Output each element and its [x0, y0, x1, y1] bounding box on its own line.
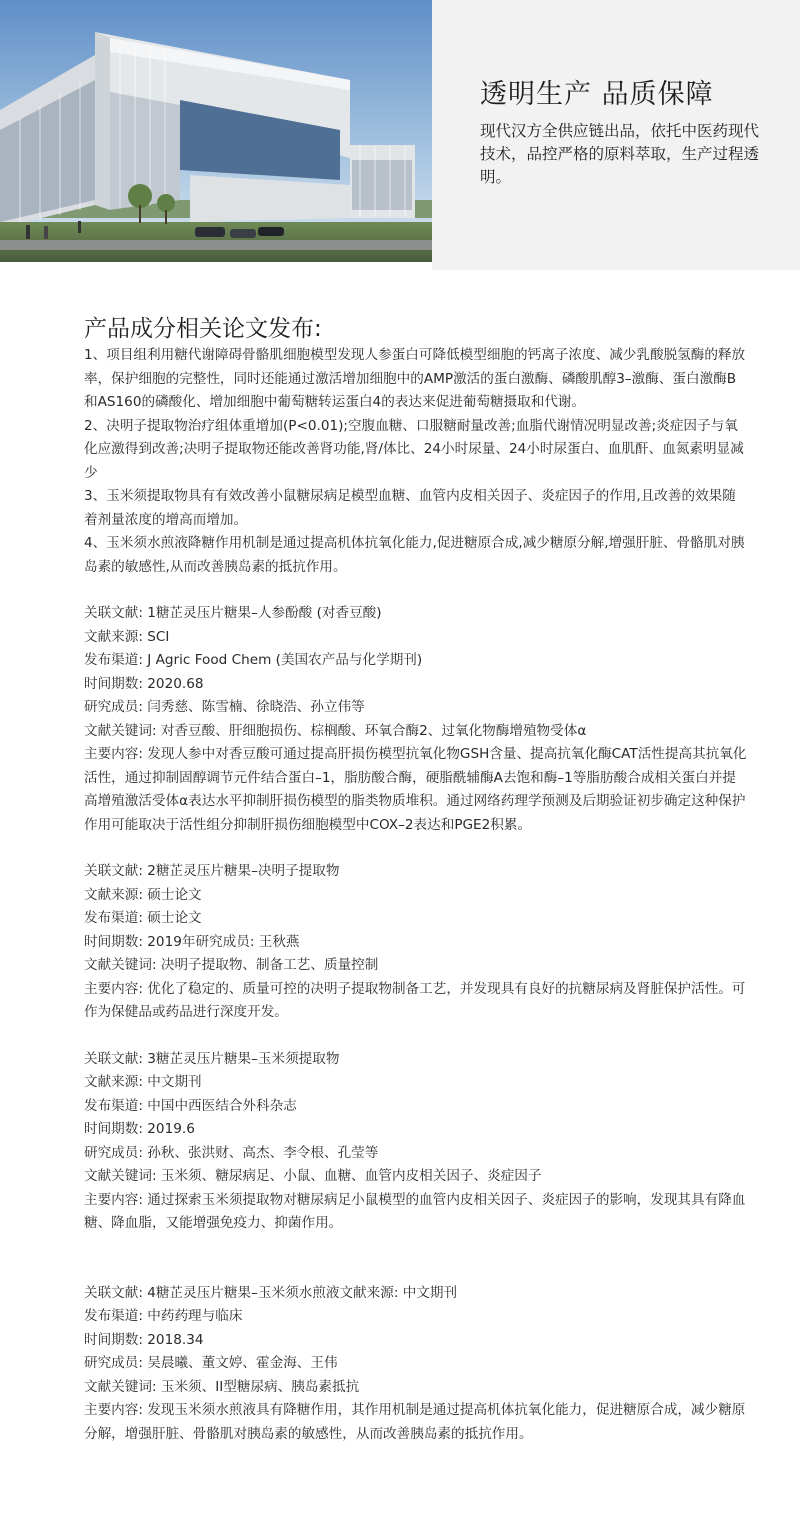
paper-line: 发布渠道: 硕士论文 [84, 910, 202, 926]
paper-line: 主要内容: 优化了稳定的、质量可控的决明子提取物制备工艺，并发现具有良好的抗糖尿病及肾脏保护活性。可作为保健品或药品进行深度开发。 [84, 980, 746, 1020]
paper-line: 关联文献: 4糖芷灵压片糖果–玉米须水煎液文献来源: 中文期刊 [84, 1284, 458, 1301]
paper-line: 研究成员: 吴晨曦、董文婷、霍金海、王伟 [84, 1355, 338, 1371]
section-title: 产品成分相关论文发布: [84, 316, 322, 342]
paper-line: 关联文献: 3糖芷灵压片糖果–玉米须提取物 [84, 1050, 340, 1067]
finding-item: 3、玉米须提取物具有有效改善小鼠糖尿病足模型血糖、血管内皮相关因子、炎症因子的作用,且改善的效果随着剂量浓度的增高而增加。 [84, 488, 736, 528]
paper-block-1 [84, 602, 748, 837]
paper-line: 时间期数: 2019年研究成员: 王秋燕 [84, 933, 300, 950]
paper-line: 文献来源: 硕士论文 [84, 886, 202, 903]
hero-title: 透明生产 品质保障 [480, 79, 714, 110]
finding-item: 2、决明子提取物治疗组体重增加(P<0.01);空腹血糖、口服糖耐量改善;血脂代谢情况明显改善;炎症因子与氧化应激得到改善;决明子提取物还能改善肾功能,肾/体比、24小时尿量、24小时尿蛋白、血肌酐、血氮素明显减少 [84, 417, 744, 481]
paper-line: 关联文献: 2糖芷灵压片糖果–决明子提取物 [84, 863, 340, 879]
paper-line: 发布渠道: 中国中西医结合外科杂志 [84, 1097, 297, 1114]
paper-block-2 [84, 860, 748, 1025]
paper-block-3 [84, 1048, 748, 1236]
paper-line: 发布渠道: J Agric Food Chem (美国农产品与化学期刊) [84, 652, 423, 668]
paper-line: 主要内容: 发现人参中对香豆酸可通过提高肝损伤模型抗氧化物GSH含量、提高抗氧化酶CAT活性提高其抗氧化活性，通过抑制固醇调节元件结合蛋白–1，脂肪酸合酶，硬脂酰辅酶A去饱和酶–1等脂肪酸合成相关蛋白并提高增殖激活受体α表达水平抑制肝损伤模型的脂类物质堆积。通过网络药理学预测及后期验证初步确定这种保护作用可能取决于活性组分抑制肝损伤细胞模型中COX–2表达和PGE2积累。 [84, 746, 747, 833]
paper-line: 文献关键词: 对香豆酸、肝细胞损伤、棕榈酸、环氧合酶2、过氧化物酶增殖物受体α [84, 722, 587, 739]
paper-line: 时间期数: 2020.68 [84, 675, 204, 692]
finding-item: 4、玉米须水煎液降糖作用机制是通过提高机体抗氧化能力,促进糖原合成,减少糖原分解,增强肝脏、骨骼肌对胰岛素的敏感性,从而改善胰岛素的抵抗作用。 [84, 535, 745, 575]
paper-line: 关联文献: 1糖芷灵压片糖果–人参酚酸 (对香豆酸) [84, 605, 382, 621]
hero-description: 现代汉方全供应链出品，依托中医药现代技术，品控严格的原料萃取，生产过程透明。 [480, 122, 760, 186]
findings-list [84, 344, 748, 579]
paper-line: 主要内容: 通过探索玉米须提取物对糖尿病足小鼠模型的血管内皮相关因子、炎症因子的影响，发现其具有降血糖、降血脂，又能增强免疫力、抑菌作用。 [84, 1191, 746, 1231]
paper-line: 时间期数: 2018.34 [84, 1331, 204, 1348]
hero-banner [0, 0, 800, 270]
paper-line: 研究成员: 孙秋、张洪财、高杰、李令根、孔莹等 [84, 1144, 379, 1161]
paper-line: 文献关键词: 玉米须、II型糖尿病、胰岛素抵抗 [84, 1378, 360, 1395]
paper-line: 发布渠道: 中药药理与临床 [84, 1308, 243, 1324]
paper-line: 文献来源: SCI [84, 628, 170, 645]
paper-line: 文献来源: 中文期刊 [84, 1074, 202, 1090]
paper-line: 时间期数: 2019.6 [84, 1121, 195, 1137]
paper-line: 研究成员: 闫秀慈、陈雪楠、徐晓浩、孙立伟等 [84, 699, 365, 715]
paper-block-4 [84, 1282, 748, 1447]
building-photo [0, 0, 432, 262]
finding-item: 1、项目组利用糖代谢障碍骨骼肌细胞模型发现人参蛋白可降低模型细胞的钙离子浓度、减少乳酸脱氢酶的释放率，保护细胞的完整性，同时还能通过激活增加细胞中的AMP激活的蛋白激酶、磷酸肌醇3–激酶、蛋白激酶B和AS160的磷酸化、增加细胞中葡萄糖转运蛋白4的表达来促进葡萄糖摄取和代谢。 [84, 347, 746, 410]
paper-line: 文献关键词: 决明子提取物、制备工艺、质量控制 [84, 957, 379, 973]
paper-content [84, 344, 748, 1446]
paper-line: 文献关键词: 玉米须、糖尿病足、小鼠、血糖、血管内皮相关因子、炎症因子 [84, 1168, 542, 1184]
hero-text-panel [432, 0, 800, 270]
paper-line: 主要内容: 发现玉米须水煎液具有降糖作用，其作用机制是通过提高机体抗氧化能力，促进糖原合成，减少糖原分解，增强肝脏、骨骼肌对胰岛素的敏感性，从而改善胰岛素的抵抗作用。 [84, 1402, 746, 1442]
